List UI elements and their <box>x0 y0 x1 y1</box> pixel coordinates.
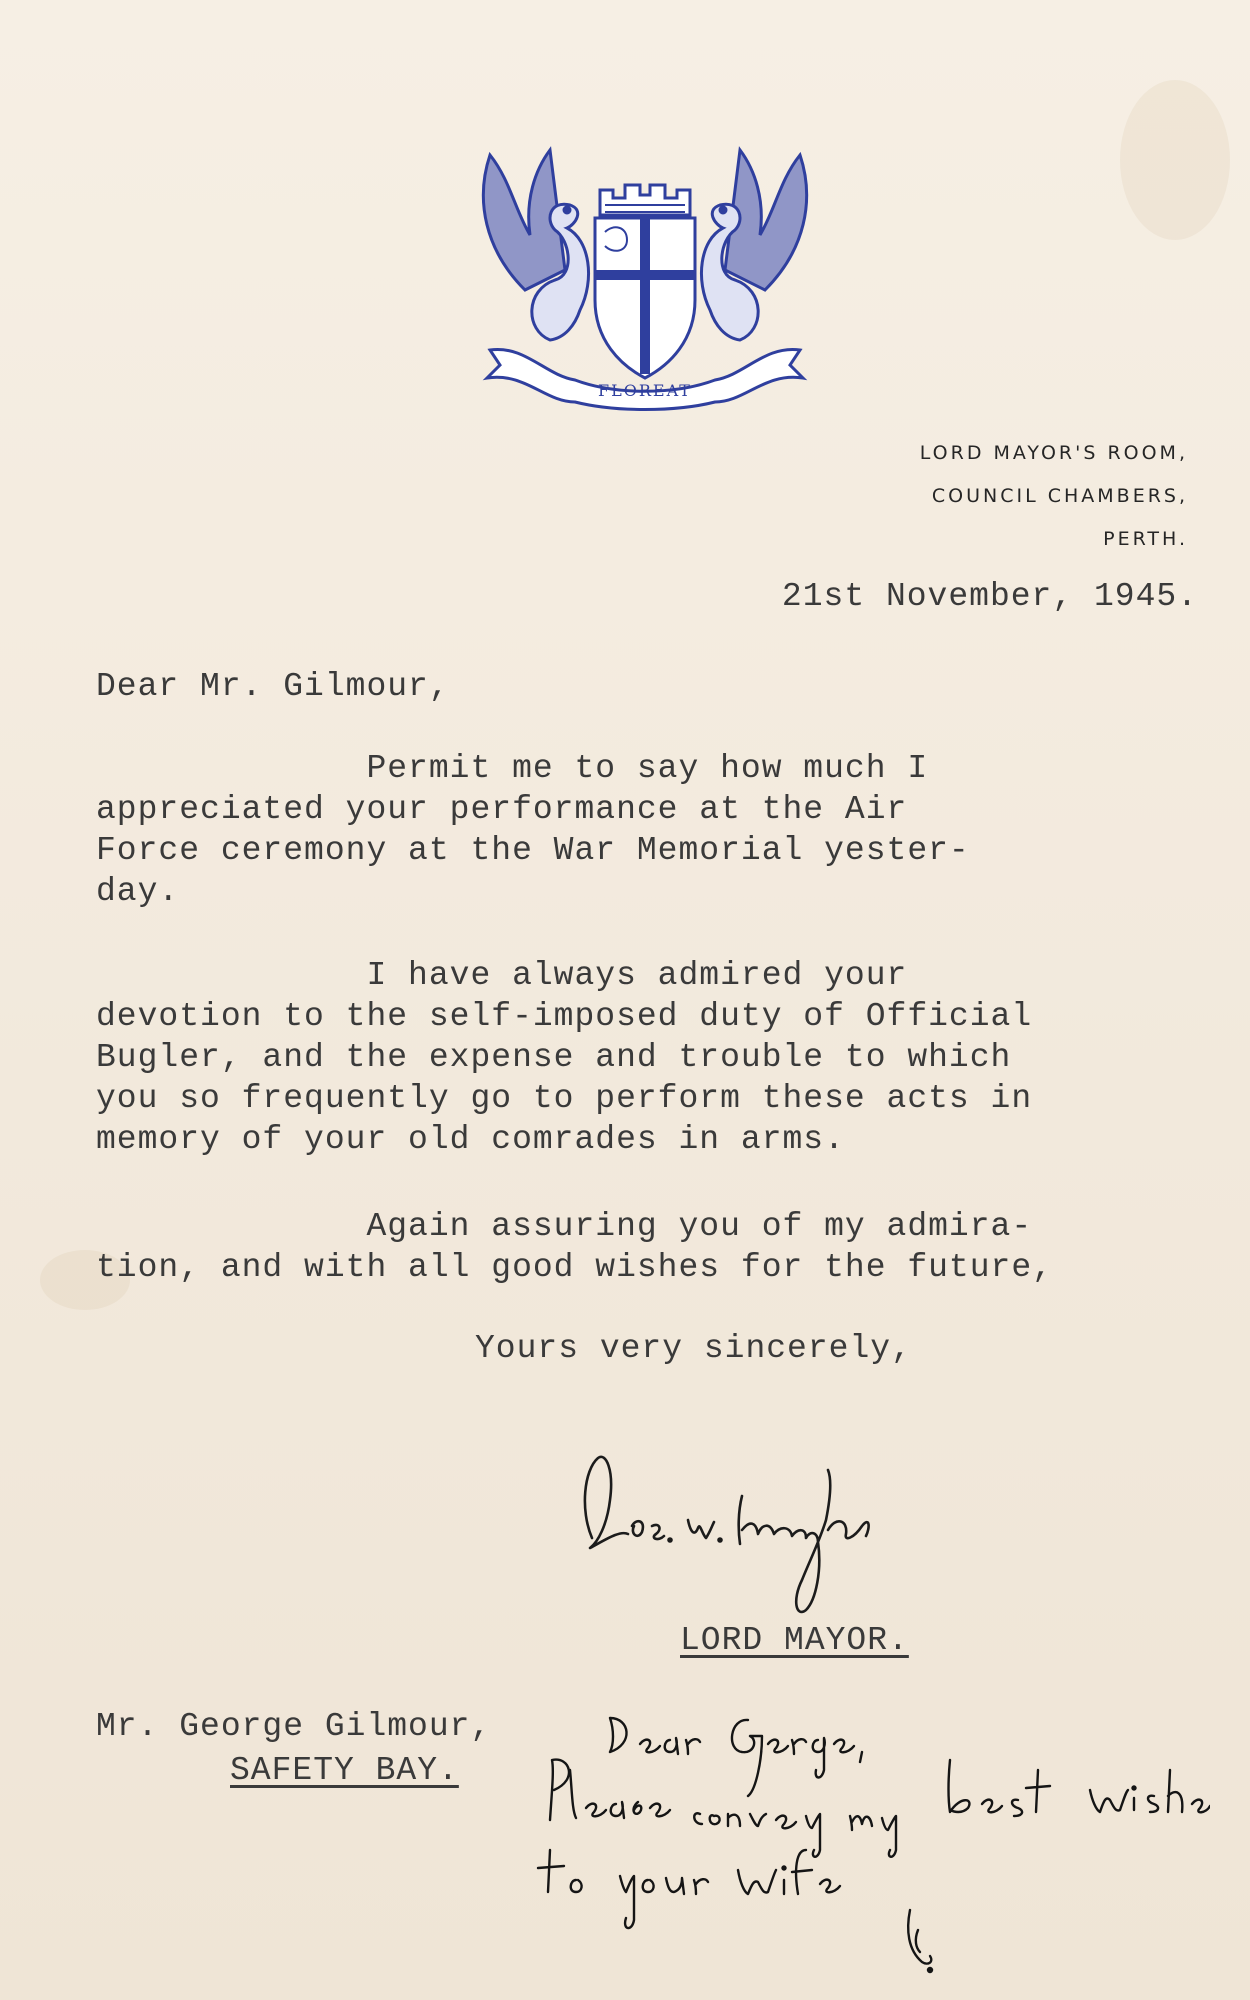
address-line: PERTH. <box>1103 528 1188 550</box>
crest-motto: FLOREAT <box>598 381 692 400</box>
letterhead-address <box>920 432 1188 561</box>
body-paragraph: I have always admired your devotion to the self-imposed duty of Official Bugler, and the expense and trouble to which you so frequently go to perform these acts in memory of your old comrades in arms. <box>96 957 1033 1158</box>
paper-stain <box>1120 80 1230 240</box>
address-line: LORD MAYOR'S ROOM, <box>919 442 1188 464</box>
body-paragraph: Again assuring you of my admira- tion, and with all good wishes for the future, <box>96 1208 1053 1286</box>
note-initial <box>1210 1700 1211 1701</box>
salutation: Dear Mr. Gilmour, <box>96 668 450 705</box>
signature-text <box>930 1430 931 1431</box>
handwritten-signature <box>570 1430 930 1620</box>
handwritten-note <box>530 1700 1210 1990</box>
body-paragraph: Permit me to say how much I appreciated your performance at the Air Force ceremony at the War Memorial yester- day. <box>96 750 970 910</box>
letter-date: 21st November, 1945. <box>781 578 1198 615</box>
recipient-place: SAFETY BAY. <box>230 1752 459 1789</box>
recipient-name: Mr. George Gilmour, <box>96 1708 492 1745</box>
address-line: COUNCIL CHAMBERS, <box>931 485 1188 507</box>
closing: Yours very sincerely, <box>475 1330 912 1367</box>
signatory-title: LORD MAYOR. <box>680 1622 909 1659</box>
note-line-1 <box>1210 1700 1211 1701</box>
note-line-2 <box>1210 1700 1211 1701</box>
note-line-3 <box>1210 1700 1211 1701</box>
coat-of-arms-logo <box>455 140 835 420</box>
